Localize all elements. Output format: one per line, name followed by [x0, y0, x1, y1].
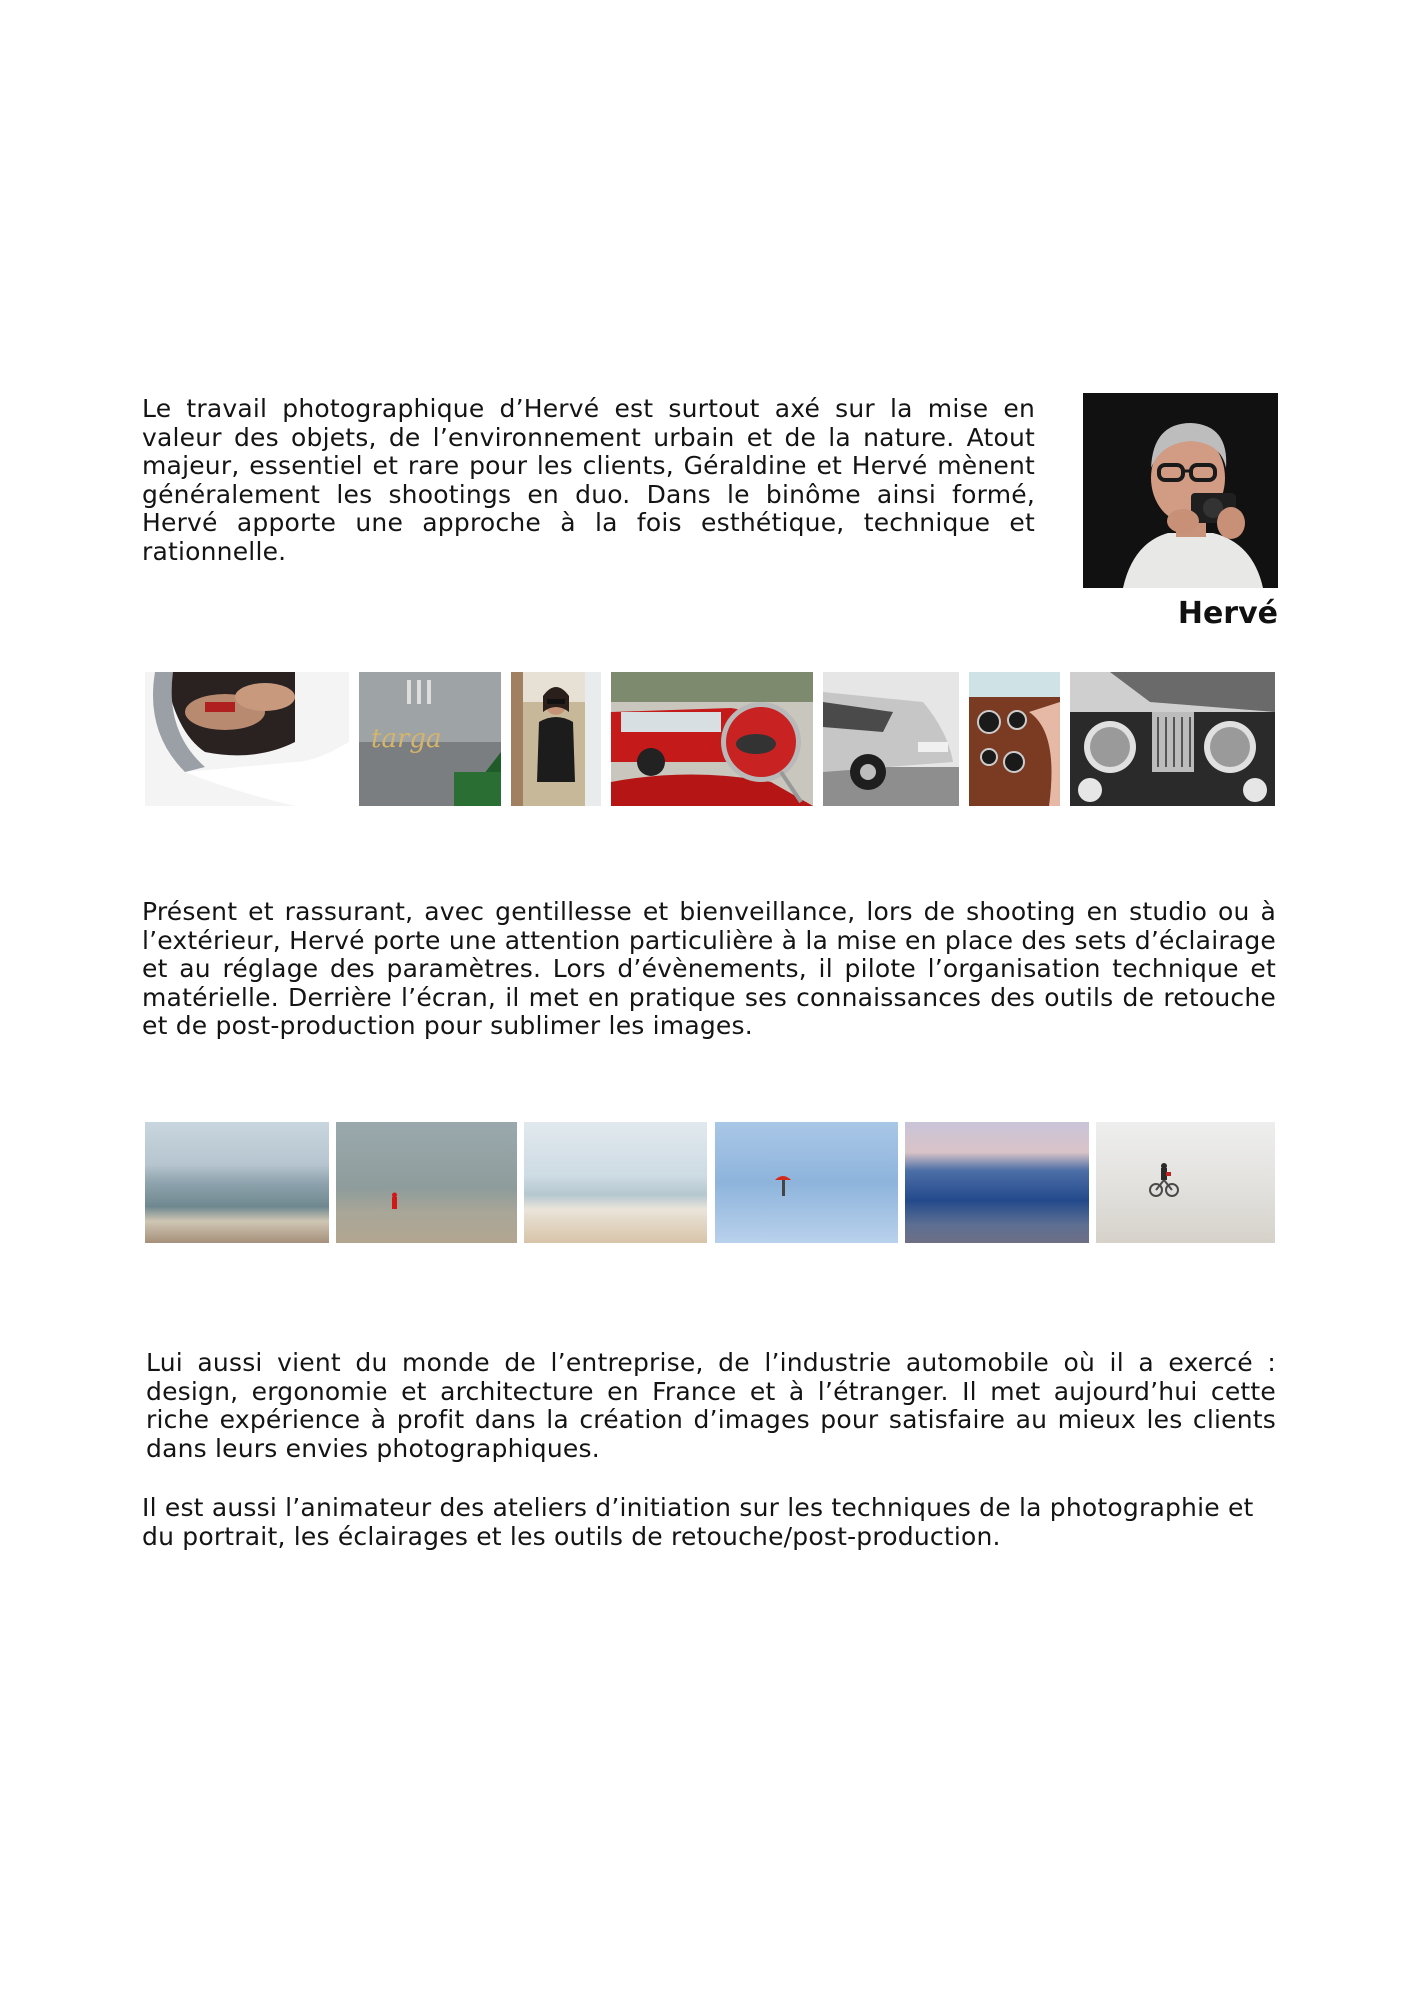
woman-in-car-photo	[511, 672, 601, 806]
targa-badge-photo	[359, 672, 501, 806]
blue-sea-red-umbrella-photo	[715, 1122, 898, 1243]
seascape-blur-photo	[145, 1122, 329, 1243]
car-interior-photo	[145, 672, 349, 806]
paragraph-2: Présent et rassurant, avec gentillesse et bienveillance, lors de shooting en studio ou à l’extérieur, Hervé porte une attention particulière à la mise en place des sets d’éclairage et au réglage des paramètres. Lors d’évènements, il pilote l’organisation technique et matérielle. Derrière l’écran, il met en pratique ses connaissances des outils de retouche et de post-production pour sublimer les images.	[142, 897, 1276, 1041]
beach-horizon-photo	[524, 1122, 707, 1243]
headlights-bw-photo	[1070, 672, 1275, 806]
dusk-sea-photo	[905, 1122, 1089, 1243]
portrait-photo	[1083, 393, 1278, 588]
paragraph-4: Il est aussi l’animateur des ateliers d’initiation sur les techniques de la photographie et du portrait, les éclairages et les outils de retouche/post-production.	[142, 1493, 1254, 1551]
red-car-mirror-photo	[611, 672, 813, 806]
intro-paragraph: Le travail photographique d’Hervé est surtout axé sur la mise en valeur des objets, de l’environnement urbain et de la nature. Atout majeur, essentiel et rare pour les clients, Géraldine et Hervé mènent généralement les shootings en duo. Dans le binôme ainsi formé, Hervé apporte une approche à la fois esthétique, technique et rationnelle.	[142, 394, 1035, 566]
beach-cyclist-photo	[1096, 1122, 1275, 1243]
paragraph-3: Lui aussi vient du monde de l’entreprise, de l’industrie automobile où il a exercé : design, ergonomie et architecture en France et à l’étranger. Il met aujourd’hui cette riche expérience à profit dans la création d’images pour satisfaire au mieux les clients dans leurs envies photographiques.	[146, 1348, 1276, 1463]
portrait-caption: Hervé	[1177, 596, 1278, 631]
beach-red-figure-photo	[336, 1122, 517, 1243]
vintage-car-bw-photo	[823, 672, 959, 806]
svg-text:targa: targa	[371, 724, 442, 754]
dashboard-photo	[969, 672, 1060, 806]
